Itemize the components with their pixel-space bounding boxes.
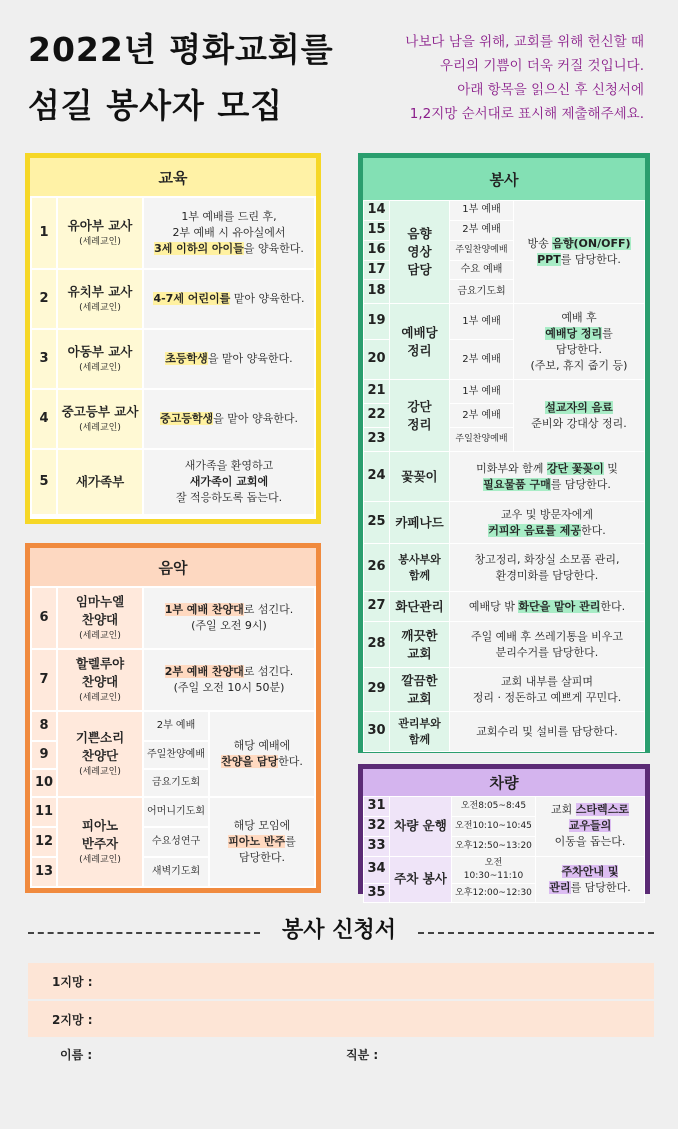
slot-cell: 오전8:05~8:45 <box>452 797 536 817</box>
table-row <box>31 649 315 711</box>
description-cell: 2부 예배 찬양대로 섬긴다. (주일 오전 10시 50분) <box>143 649 315 711</box>
row-number: 14 <box>364 201 390 221</box>
role-cell: 중고등부 교사 (세례교인) <box>57 389 143 449</box>
role-cell: 깨끗한 교회 <box>390 622 450 668</box>
role-cell: 음향 영상 담당 <box>390 201 450 304</box>
role-cell: 주차 봉사 <box>390 856 452 903</box>
row-number: 20 <box>364 340 390 380</box>
row-number: 16 <box>364 240 390 260</box>
row-number: 26 <box>364 544 390 592</box>
role-cell: 차량 운행 <box>390 797 452 857</box>
service-table <box>363 200 645 752</box>
table-row <box>364 668 645 712</box>
slot-cell: 오전10:10~10:45 <box>452 816 536 836</box>
description-cell: 1부 예배 찬양대로 섬긴다. (주일 오전 9시) <box>143 587 315 649</box>
slot-cell: 2부 예배 <box>143 711 209 741</box>
description-cell: 주차안내 및 관리를 담당한다. <box>536 856 645 903</box>
table-row <box>364 452 645 502</box>
row-number: 33 <box>364 836 390 856</box>
table-row <box>364 592 645 622</box>
slot-cell: 새벽기도회 <box>143 857 209 887</box>
slot-cell: 오전 10:30~11:10 <box>452 856 536 883</box>
table-row <box>364 201 645 221</box>
slot-cell: 2부 예배 <box>450 404 514 428</box>
row-number: 11 <box>31 797 57 827</box>
row-number: 35 <box>364 883 390 903</box>
description-cell: 방송 음향(ON/OFF) PPT를 담당한다. <box>514 201 645 304</box>
service-header: 봉사 <box>363 158 645 200</box>
row-number: 9 <box>31 741 57 769</box>
role-cell: 꽃꽂이 <box>390 452 450 502</box>
form-title: 봉사 신청서 <box>282 918 396 943</box>
role-cell: 피아노 반주자 (세례교인) <box>57 797 143 887</box>
description-cell: 1부 예배를 드린 후, 2부 예배 시 유아실에서 3세 이하의 아이들을 양육한다. <box>143 197 315 269</box>
position-label: 직분 : <box>346 1048 379 1062</box>
table-row <box>364 712 645 752</box>
slot-cell: 수요 예배 <box>450 260 514 280</box>
slot-cell: 수요성연구 <box>143 827 209 857</box>
role-cell: 강단 정리 <box>390 380 450 452</box>
table-row <box>31 389 315 449</box>
table-row <box>31 711 315 741</box>
slot-cell: 어머니기도회 <box>143 797 209 827</box>
education-header: 교육 <box>30 158 316 196</box>
row-number: 25 <box>364 502 390 544</box>
row-number: 23 <box>364 428 390 452</box>
intro-line: 우리의 기쁨이 더욱 커질 것입니다. <box>439 58 644 74</box>
music-section <box>25 543 321 893</box>
vehicle-header: 차량 <box>363 769 645 796</box>
table-row <box>364 502 645 544</box>
row-number: 30 <box>364 712 390 752</box>
intro-line: 1,2지망 순서대로 표시해 제출해주세요. <box>409 106 644 122</box>
table-row <box>364 544 645 592</box>
table-row <box>31 449 315 515</box>
choice1-field[interactable] <box>28 963 654 999</box>
slot-cell: 1부 예배 <box>450 201 514 221</box>
role-cell: 할렐루야 찬양대 (세례교인) <box>57 649 143 711</box>
choice2-label: 2지망 : <box>52 1012 93 1027</box>
row-number: 3 <box>31 329 57 389</box>
intro-line: 아래 항목을 읽으신 후 신청서에 <box>457 82 644 98</box>
row-number: 5 <box>31 449 57 515</box>
page-title <box>28 22 334 134</box>
description-cell: 교회수리 및 설비를 담당한다. <box>450 712 645 752</box>
row-number: 8 <box>31 711 57 741</box>
row-number: 1 <box>31 197 57 269</box>
role-cell: 새가족부 <box>57 449 143 515</box>
row-number: 32 <box>364 816 390 836</box>
row-number: 13 <box>31 857 57 887</box>
title-line-2: 섬길 봉사자 모집 <box>28 86 284 125</box>
role-cell: 아동부 교사 (세례교인) <box>57 329 143 389</box>
intro-text <box>344 30 644 126</box>
role-cell: 기쁜소리 찬양단 (세례교인) <box>57 711 143 797</box>
description-cell: 설교자의 음료 준비와 강대상 정리. <box>514 380 645 452</box>
slot-cell: 주일찬양예배 <box>143 741 209 769</box>
row-number: 29 <box>364 668 390 712</box>
role-cell: 예배당 정리 <box>390 304 450 380</box>
music-table <box>30 586 316 888</box>
intro-line: 나보다 남을 위해, 교회를 위해 헌신할 때 <box>405 34 644 50</box>
slot-cell: 2부 예배 <box>450 220 514 240</box>
description-cell: 주일 예배 후 쓰레기통을 비우고 분리수거를 담당한다. <box>450 622 645 668</box>
row-number: 27 <box>364 592 390 622</box>
role-cell: 봉사부와 함께 <box>390 544 450 592</box>
description-cell: 교회 내부를 살피며 정리 · 정돈하고 예쁘게 꾸민다. <box>450 668 645 712</box>
role-cell: 관리부와 함께 <box>390 712 450 752</box>
row-number: 34 <box>364 856 390 883</box>
slot-cell: 1부 예배 <box>450 380 514 404</box>
slot-cell: 금요기도회 <box>143 769 209 797</box>
vehicle-table <box>363 796 645 903</box>
table-row <box>31 587 315 649</box>
slot-cell: 오후12:50~13:20 <box>452 836 536 856</box>
description-cell: 교회 스타렉스로 교우들의 이동을 돕는다. <box>536 797 645 857</box>
table-row <box>31 197 315 269</box>
slot-cell: 2부 예배 <box>450 340 514 380</box>
description-cell: 해당 모임에 피아노 반주를 담당한다. <box>209 797 315 887</box>
role-cell: 유치부 교사 (세례교인) <box>57 269 143 329</box>
description-cell: 4-7세 어린이를 맡아 양육한다. <box>143 269 315 329</box>
row-number: 15 <box>364 220 390 240</box>
description-cell: 해당 예배에 찬양을 담당한다. <box>209 711 315 797</box>
slot-cell: 오후12:00~12:30 <box>452 883 536 903</box>
name-label: 이름 : <box>60 1048 93 1062</box>
music-header: 음악 <box>30 548 316 586</box>
description-cell: 새가족을 환영하고 새가족이 교회에 잘 적응하도록 돕는다. <box>143 449 315 515</box>
table-row <box>364 797 645 817</box>
slot-cell: 주일찬양예배 <box>450 428 514 452</box>
description-cell: 교우 및 방문자에게 커피와 음료를 제공한다. <box>450 502 645 544</box>
row-number: 17 <box>364 260 390 280</box>
table-row <box>364 380 645 404</box>
row-number: 21 <box>364 380 390 404</box>
row-number: 18 <box>364 280 390 304</box>
table-row <box>31 329 315 389</box>
table-row <box>364 856 645 883</box>
row-number: 28 <box>364 622 390 668</box>
role-cell: 임마누엘 찬양대 (세례교인) <box>57 587 143 649</box>
table-row <box>364 622 645 668</box>
description-cell: 초등학생을 맡아 양육한다. <box>143 329 315 389</box>
table-row <box>31 797 315 827</box>
row-number: 7 <box>31 649 57 711</box>
title-line-1: 2022년 평화교회를 <box>28 30 334 69</box>
row-number: 31 <box>364 797 390 817</box>
row-number: 24 <box>364 452 390 502</box>
slot-cell: 금요기도회 <box>450 280 514 304</box>
choice1-label: 1지망 : <box>52 974 93 989</box>
role-cell: 깔끔한 교회 <box>390 668 450 712</box>
description-cell: 예배 후 예배당 정리를 담당한다. (주보, 휴지 줍기 등) <box>514 304 645 380</box>
role-cell: 카페나드 <box>390 502 450 544</box>
description-cell: 예배당 밖 화단을 맡아 관리한다. <box>450 592 645 622</box>
service-section <box>358 153 650 753</box>
table-row <box>364 304 645 340</box>
description-cell: 중고등학생을 맡아 양육한다. <box>143 389 315 449</box>
row-number: 6 <box>31 587 57 649</box>
row-number: 4 <box>31 389 57 449</box>
vehicle-section <box>358 764 650 900</box>
row-number: 19 <box>364 304 390 340</box>
education-section <box>25 153 321 524</box>
row-number: 10 <box>31 769 57 797</box>
description-cell: 창고정리, 화장실 소모품 관리, 환경미화를 담당한다. <box>450 544 645 592</box>
education-table <box>30 196 316 516</box>
slot-cell: 1부 예배 <box>450 304 514 340</box>
row-number: 2 <box>31 269 57 329</box>
slot-cell: 주일찬양예배 <box>450 240 514 260</box>
description-cell: 미화부와 함께 강단 꽃꽂이 및 필요물품 구매를 담당한다. <box>450 452 645 502</box>
role-cell: 유아부 교사 (세례교인) <box>57 197 143 269</box>
choice2-field[interactable] <box>28 1001 654 1037</box>
row-number: 12 <box>31 827 57 857</box>
role-cell: 화단관리 <box>390 592 450 622</box>
table-row <box>31 269 315 329</box>
row-number: 22 <box>364 404 390 428</box>
